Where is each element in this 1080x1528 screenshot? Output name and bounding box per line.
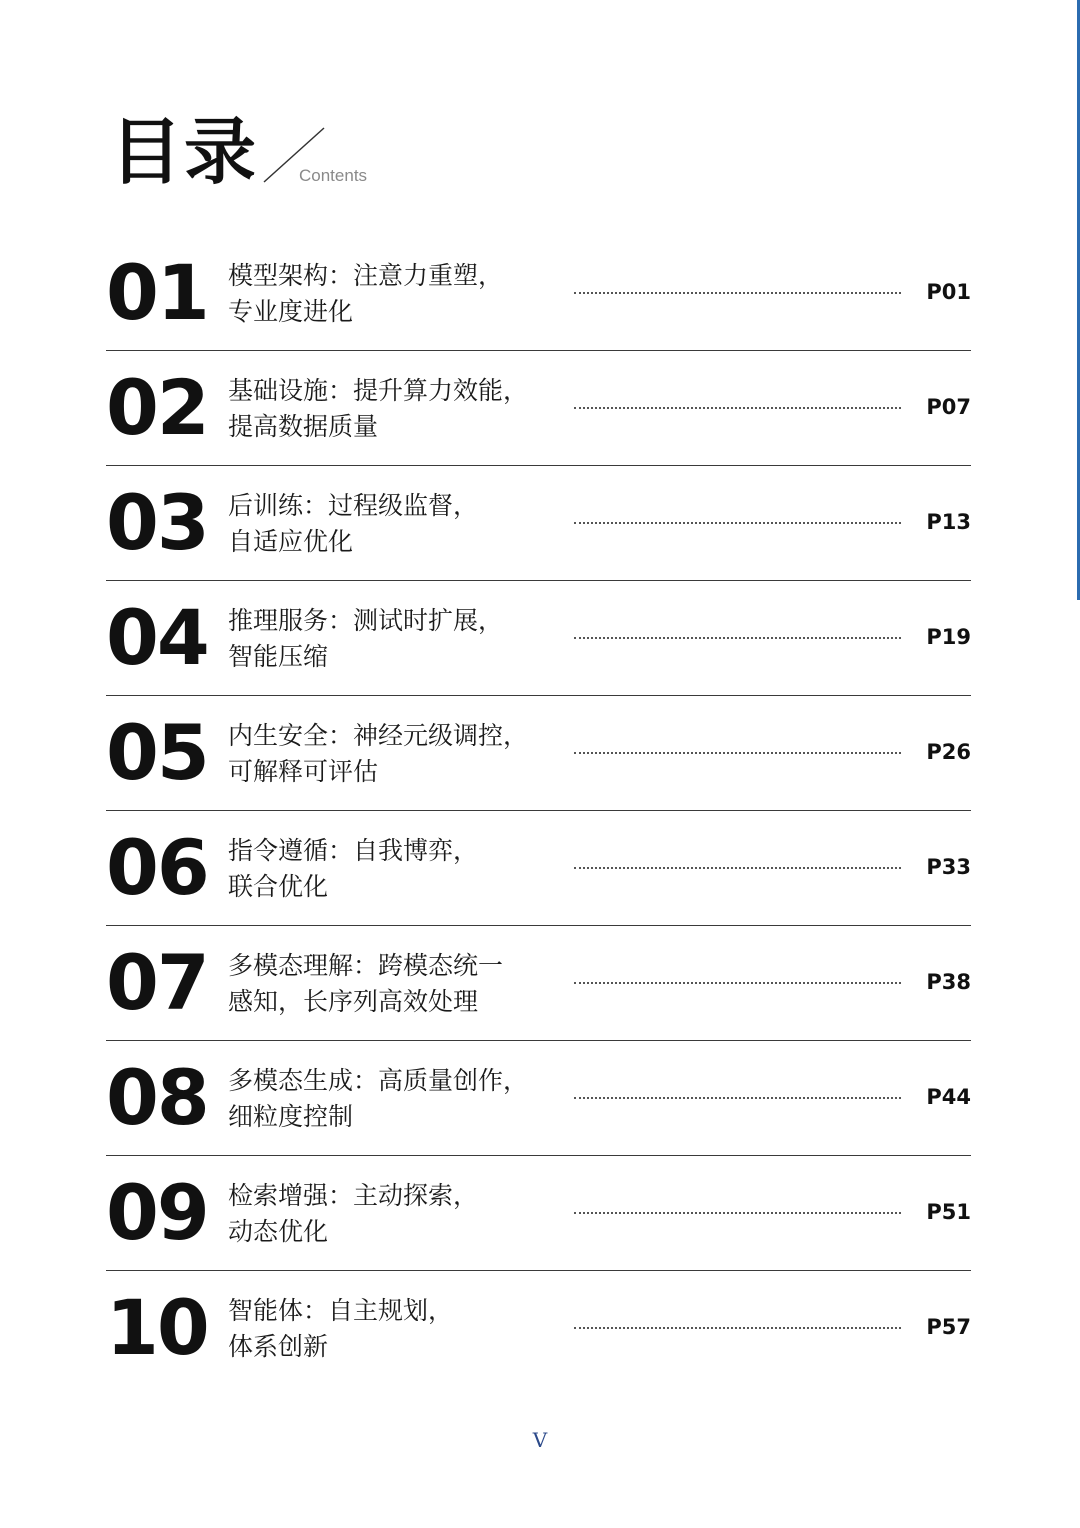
toc-entry-page: P44	[926, 1085, 971, 1109]
toc-entry-title-line1: 后训练：过程级监督，	[228, 491, 479, 520]
toc-entry-title-line1: 内生安全：神经元级调控，	[228, 721, 529, 750]
toc-entry-page: P19	[926, 625, 971, 649]
dot-leader	[574, 522, 901, 524]
toc-entry-title	[228, 1178, 558, 1250]
toc-entry[interactable]	[106, 811, 971, 926]
toc-entry[interactable]	[106, 1156, 971, 1271]
toc-entry[interactable]	[106, 466, 971, 581]
toc-entry-title	[228, 603, 558, 675]
toc-entry[interactable]	[106, 236, 971, 351]
toc-entry-title	[228, 1063, 558, 1135]
toc-entry-title-line2: 动态优化	[228, 1217, 329, 1246]
toc-entry-number: 05	[106, 708, 208, 797]
toc-entry-title-line2: 可解释可评估	[228, 757, 379, 786]
toc-entry-title	[228, 1293, 558, 1365]
dot-leader	[574, 1097, 901, 1099]
toc-entry-number: 02	[106, 363, 208, 452]
toc-entry-title-line2: 提高数据质量	[228, 412, 379, 441]
toc-entry-title-line2: 细粒度控制	[228, 1102, 354, 1131]
dot-leader	[574, 867, 901, 869]
toc-entry-title-line2: 感知，长序列高效处理	[228, 987, 479, 1016]
toc-entry-title-line2: 智能压缩	[228, 642, 329, 671]
dot-leader	[574, 982, 901, 984]
toc-entry-title-line1: 基础设施：提升算力效能，	[228, 376, 529, 405]
toc-entry-title-line1: 检索增强：主动探索，	[228, 1181, 479, 1210]
toc-entry-title	[228, 833, 558, 905]
toc-entry-title-line1: 智能体：自主规划，	[228, 1296, 454, 1325]
dot-leader	[574, 407, 901, 409]
page-subtitle: Contents	[299, 166, 368, 185]
toc-entry-page: P51	[926, 1200, 971, 1224]
toc-entry-title-line2: 自适应优化	[228, 527, 354, 556]
toc-entry-number: 10	[106, 1283, 208, 1372]
toc-entry-number: 03	[106, 478, 208, 567]
toc-entry-title-line2: 联合优化	[228, 872, 329, 901]
toc-entry-title	[228, 258, 558, 330]
toc-entry-page: P13	[926, 510, 971, 534]
toc-entry-page: P26	[926, 740, 971, 764]
toc-entry-number: 04	[106, 593, 208, 682]
toc-entry[interactable]	[106, 581, 971, 696]
toc-entry-title-line1: 模型架构：注意力重塑，	[228, 261, 504, 290]
toc-entry-number: 06	[106, 823, 208, 912]
toc-entry[interactable]	[106, 696, 971, 811]
toc-entry[interactable]	[106, 1271, 971, 1385]
dot-leader	[574, 292, 901, 294]
toc-entry-page: P01	[926, 280, 971, 304]
dot-leader	[574, 1327, 901, 1329]
toc-entry-number: 01	[106, 248, 208, 337]
toc-entry-title-line1: 推理服务：测试时扩展，	[228, 606, 504, 635]
toc-entry-number: 08	[106, 1053, 208, 1142]
toc-entry-title	[228, 948, 558, 1020]
toc-entry-page: P33	[926, 855, 971, 879]
page-number-footer: V	[532, 1428, 548, 1452]
toc-entry-title-line1: 多模态生成：高质量创作，	[228, 1066, 529, 1095]
toc-entry-page: P38	[926, 970, 971, 994]
dot-leader	[574, 752, 901, 754]
toc-entry-number: 07	[106, 938, 208, 1027]
toc-header	[110, 108, 510, 208]
toc-entry-number: 09	[106, 1168, 208, 1257]
toc-entry-title-line2: 专业度进化	[228, 297, 354, 326]
toc-entry-title-line2: 体系创新	[228, 1332, 329, 1361]
page-title: 目录	[110, 110, 259, 194]
toc-list	[106, 236, 971, 1385]
toc-entry-title	[228, 488, 558, 560]
toc-entry-title-line1: 多模态理解：跨模态统一	[228, 951, 504, 980]
dot-leader	[574, 1212, 901, 1214]
toc-entry-title	[228, 718, 558, 790]
toc-entry-page: P07	[926, 395, 971, 419]
dot-leader	[574, 637, 901, 639]
toc-entry-page: P57	[926, 1315, 971, 1339]
toc-entry[interactable]	[106, 1041, 971, 1156]
toc-entry[interactable]	[106, 926, 971, 1041]
toc-entry-title-line1: 指令遵循：自我博弈，	[228, 836, 479, 865]
toc-entry-title	[228, 373, 558, 445]
toc-entry[interactable]	[106, 351, 971, 466]
